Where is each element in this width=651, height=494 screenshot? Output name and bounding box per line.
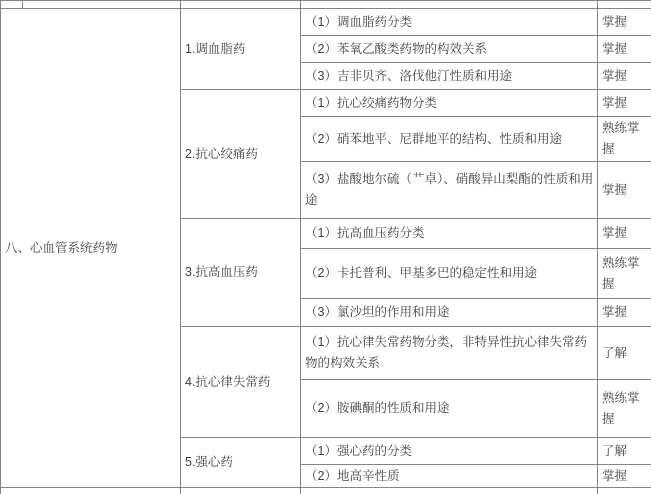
item-cell: （2）卡托普利、甲基多巴的稳定性和用途: [301, 249, 598, 299]
item-cell: （1）抗心律失常药物分类，非特异性抗心律失常药物的构效关系: [301, 327, 598, 380]
mastery-cell: 掌握: [598, 63, 651, 90]
spacer-cell: [301, 488, 598, 494]
mastery-cell: 掌握: [598, 219, 651, 249]
section-label-cell: 5.强心药: [181, 438, 301, 488]
table-row: [1, 9, 651, 36]
spacer-cell: [1, 1, 23, 9]
section-label-cell: 1.调血脂药: [181, 9, 301, 90]
table-row: [1, 488, 651, 494]
spacer-cell: [181, 1, 301, 9]
item-cell: （2）地高辛性质: [301, 465, 598, 488]
spacer-cell: [598, 1, 651, 9]
mastery-cell: 熟练掌握: [598, 249, 651, 299]
spacer-cell: [598, 488, 651, 494]
section-label-cell: 4.抗心律失常药: [181, 327, 301, 438]
item-cell: （3）盐酸地尔硫（艹卓）、硝酸异山梨酯的性质和用途: [301, 162, 598, 219]
item-cell: （3）吉非贝齐、洛伐他汀性质和用途: [301, 63, 598, 90]
mastery-cell: 掌握: [598, 465, 651, 488]
item-cell: （2）胺碘酮的性质和用途: [301, 380, 598, 438]
spacer-cell: [1, 488, 181, 494]
mastery-cell: 了解: [598, 438, 651, 465]
mastery-cell: 熟练掌握: [598, 117, 651, 162]
mastery-cell: 了解: [598, 327, 651, 380]
item-cell: （1）抗心绞痛药物分类: [301, 90, 598, 117]
category-cell: 八、心血管系统药物: [1, 9, 181, 488]
section-label-cell: 3.抗高血压药: [181, 219, 301, 327]
spacer-cell: [23, 1, 181, 9]
table-row: [1, 1, 651, 9]
item-cell: （2）硝苯地平、尼群地平的结构、性质和用途: [301, 117, 598, 162]
spacer-cell: [301, 1, 598, 9]
item-cell: （1）抗高血压药分类: [301, 219, 598, 249]
mastery-cell: 掌握: [598, 299, 651, 327]
item-cell: （3）氯沙坦的作用和用途: [301, 299, 598, 327]
section-label-cell: 2.抗心绞痛药: [181, 90, 301, 219]
spacer-cell: [181, 488, 301, 494]
mastery-cell: 掌握: [598, 9, 651, 36]
item-cell: （2）苯氧乙酸类药物的构效关系: [301, 36, 598, 63]
mastery-cell: 熟练掌握: [598, 380, 651, 438]
mastery-cell: 掌握: [598, 162, 651, 219]
item-cell: （1）调血脂药分类: [301, 9, 598, 36]
mastery-cell: 掌握: [598, 90, 651, 117]
mastery-cell: 掌握: [598, 36, 651, 63]
item-cell: （1）强心药的分类: [301, 438, 598, 465]
